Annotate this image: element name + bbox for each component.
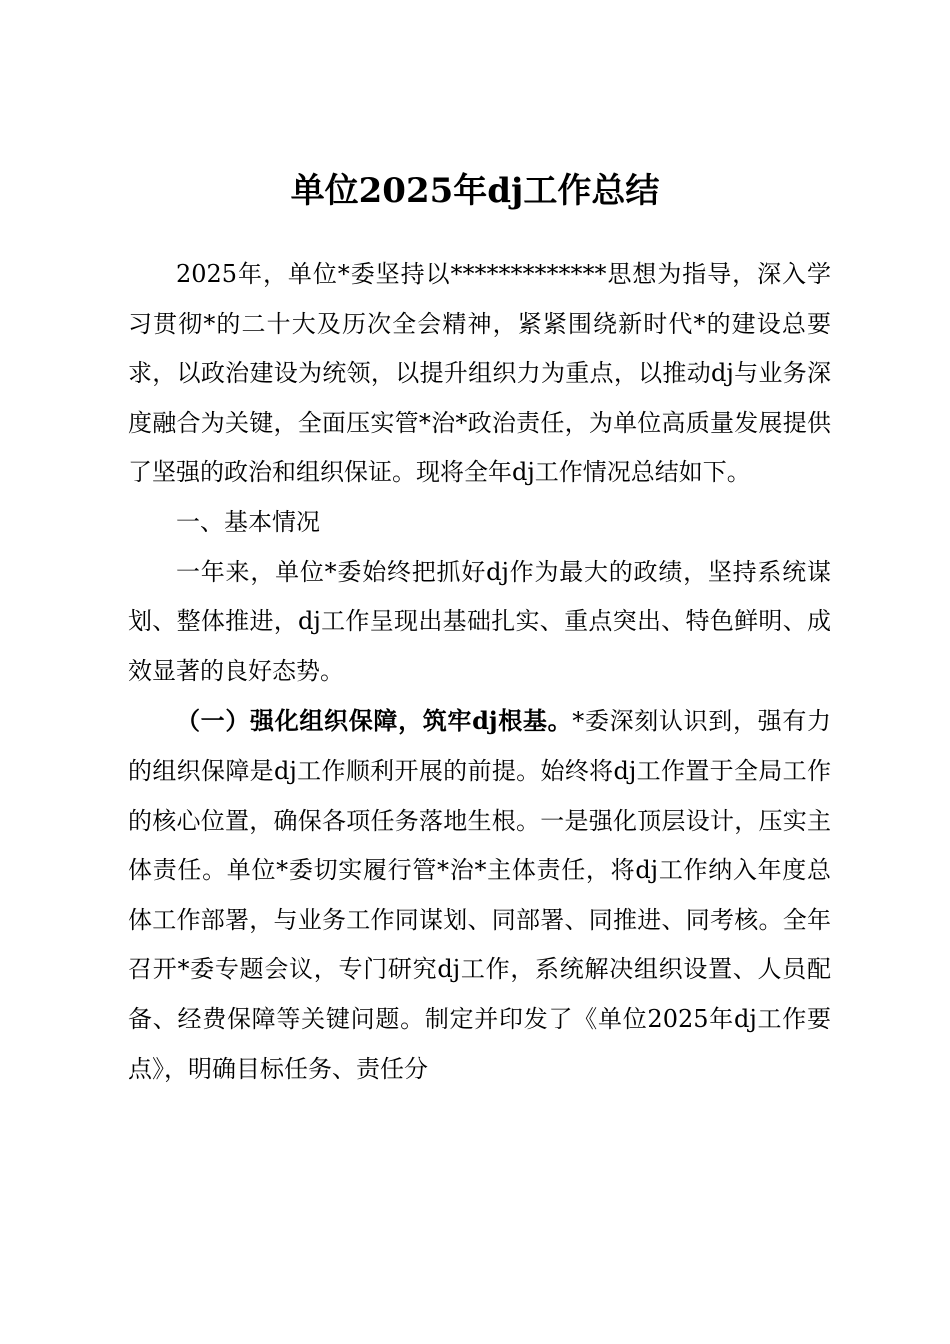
document-body [128, 250, 831, 1094]
section1-paragraph: 一年来，单位*委始终把抓好dj作为最大的政绩，坚持系统谋划、整体推进，dj工作呈现出基础扎实、重点突出、特色鲜明、成效显著的良好态势。 [128, 557, 831, 685]
subsection1-paragraph [128, 696, 831, 1094]
subsection1-text: *委深刻认识到，强有力的组织保障是dj工作顺利开展的前提。始终将dj工作置于全局工作的核心位置，确保各项任务落地生根。一是强化顶层设计，压实主体责任。单位*委切实履行管*治*主体责任，将dj工作纳入年度总体工作部署，与业务工作同谋划、同部署、同推进、同考核。全年召开*委专题会议，专门研究dj工作，系统解决组织设置、人员配备、经费保障等关键问题。制定并印发了《单位2025年dj工作要点》，明确目标任务、责任分 [128, 707, 832, 1083]
intro-paragraph: 2025年，单位*委坚持以*************思想为指导，深入学习贯彻*的二十大及历次全会精神，紧紧围绕新时代*的建设总要求，以政治建设为统领，以提升组织力为重点，以推动dj与业务深度融合为关键，全面压实管*治*政治责任，为单位高质量发展提供了坚强的政治和组织保证。现将全年dj工作情况总结如下。 [128, 260, 831, 487]
subsection1-lead: （一）强化组织保障，筑牢dj根基。 [176, 706, 573, 736]
document-title: 单位2025年dj工作总结 [290, 171, 660, 211]
section-heading-basic: 一、基本情况 [176, 507, 320, 536]
